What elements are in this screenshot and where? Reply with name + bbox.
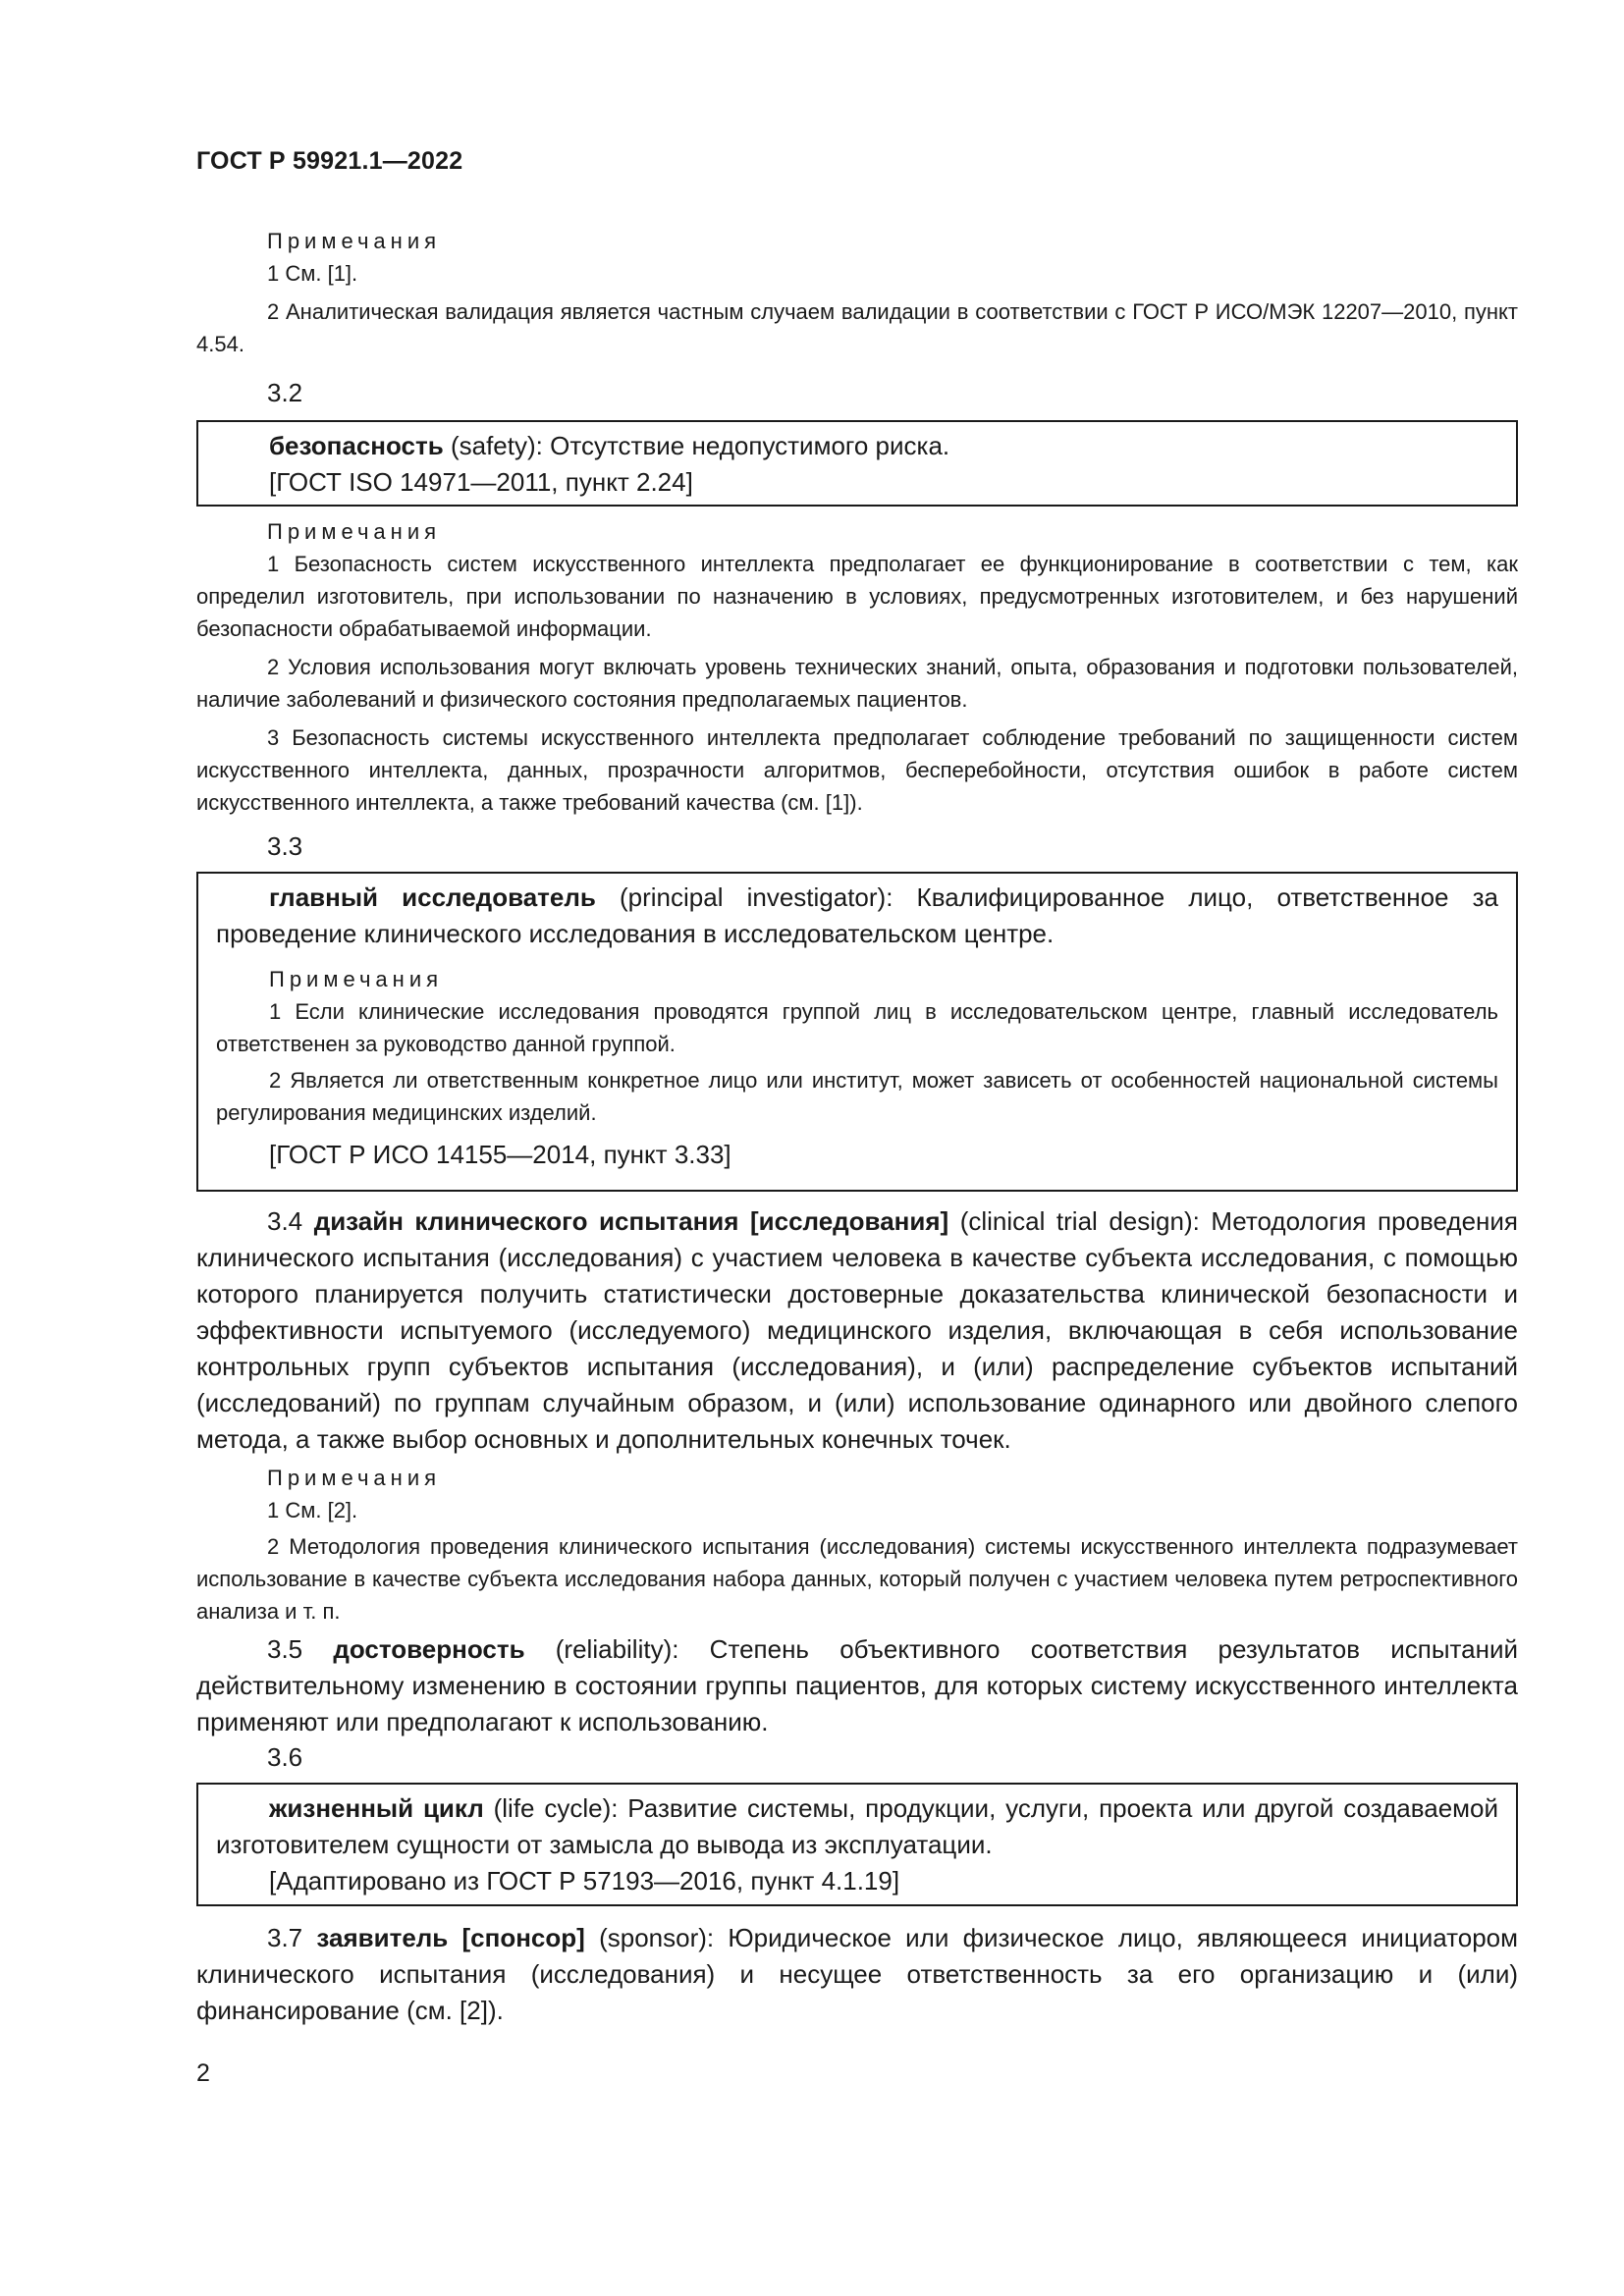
definition-text: Степень объективного соответствия результатов испытаний действительному изменению в состоянии группы пациентов, для которых систему искусственного интеллекта применяют или предполагают к использованию. xyxy=(196,1634,1518,1736)
definition-3-5-text xyxy=(196,1631,1518,1740)
notes-block-b xyxy=(196,516,1518,819)
section-number xyxy=(196,1739,1518,1776)
definition-text: Отсутствие недопустимого риска. xyxy=(542,431,950,460)
reference: [Адаптировано из ГОСТ Р 57193—2016, пункт 4.1.19] xyxy=(269,1866,900,1896)
definition-3-4 xyxy=(196,1203,1518,1458)
definition-3-4-text xyxy=(196,1203,1518,1458)
definition-3-3 xyxy=(216,880,1498,952)
definition-text: Квалифицированное лицо, ответственное за проведение клинического исследования в исследовательском центре. xyxy=(216,882,1498,948)
notes-title: Примечания xyxy=(267,229,442,253)
definition-3-2 xyxy=(216,428,1498,464)
section-number: 3.4 xyxy=(267,1206,303,1236)
term-english: (safety): xyxy=(443,431,543,460)
definition-3-6 xyxy=(216,1790,1498,1863)
note-item: 1 Безопасность систем искусственного интеллекта предполагает ее функционирование в соответствии с тем, как определил изготовитель, при использовании по назначению в условиях, предусмотренных изготовителем, и без нарушений безопасности обрабатываемой информации. xyxy=(196,552,1518,641)
note-item: 1 См. [2]. xyxy=(267,1498,358,1522)
note-item: 2 Методология проведения клинического испытания (исследования) системы искусственного интеллекта подразумевает использование в качестве субъекта исследования набора данных, который получен с участием человека путем ретроспективного анализа и т. п. xyxy=(196,1534,1518,1624)
term: достоверность xyxy=(333,1634,525,1664)
document-header: ГОСТ Р 59921.1—2022 xyxy=(196,147,463,175)
term-english: (principal investigator): xyxy=(595,882,893,912)
definition-text: Методология проведения клинического испытания (исследования) с участием человека в качестве субъекта исследования, с помощью которого планируется получить статистически достоверные доказательства клинической безопасности и эффективности испытуемого (исследуемого) медицинского изделия, включающая в себя использование контрольных групп субъектов испытания (исследования), и (или) распределение субъектов испытаний (исследований) по группам случайным образом, и (или) использование одинарного или двойного слепого метода, а также выбор основных и дополнительных конечных точек. xyxy=(196,1206,1518,1454)
term-english: (reliability): xyxy=(524,1634,679,1664)
section-3-6-number: 3.6 xyxy=(267,1742,303,1772)
section-number: 3.7 xyxy=(267,1923,303,1952)
note-item: 2 Условия использования могут включать уровень технических знаний, опыта, образования и подготовки пользователей, наличие заболеваний и физического состояния предполагаемых пациентов. xyxy=(196,655,1518,712)
term: жизненный цикл xyxy=(269,1793,484,1823)
note-item: 1 Если клинические исследования проводятся группой лиц в исследовательском центре, главный исследователь ответственен за руководство данной группой. xyxy=(216,999,1498,1056)
notes-block-c xyxy=(196,1463,1518,1628)
section-number xyxy=(196,828,1518,865)
reference: [ГОСТ ISO 14971—2011, пункт 2.24] xyxy=(269,467,693,497)
term: заявитель [спонсор] xyxy=(316,1923,585,1952)
term-english: (life cycle): xyxy=(483,1793,619,1823)
page-number: 2 xyxy=(196,2059,210,2087)
notes-title: Примечания xyxy=(267,519,442,544)
term: безопасность xyxy=(269,431,444,460)
definition-text: Развитие системы, продукции, услуги, проекта или другой создаваемой изготовителем сущности от замысла до вывода из эксплуатации. xyxy=(216,1793,1499,1859)
notes-title: Примечания xyxy=(269,967,444,991)
definition-text: Юридическое или физическое лицо, являющееся инициатором клинического испытания (исследования) и несущее ответственность за его организацию и (или) финансирование (см. [2]). xyxy=(196,1923,1519,2025)
note-item: 3 Безопасность системы искусственного интеллекта предполагает соблюдение требований по защищенности систем искусственного интеллекта, данных, прозрачности алгоритмов, бесперебойности, отсутствия ошибок в работе систем искусственного интеллекта, а также требований качества (см. [1]). xyxy=(196,725,1518,815)
term-english: (clinical trial design): xyxy=(948,1206,1200,1236)
section-number xyxy=(196,375,1518,411)
section-3-3-number: 3.3 xyxy=(267,831,303,861)
definition-box-3-6 xyxy=(196,1783,1518,1906)
definition-box-3-3 xyxy=(196,872,1518,1192)
definition-3-7 xyxy=(196,1920,1518,2029)
definition-3-7-text xyxy=(196,1920,1518,2029)
notes-title: Примечания xyxy=(267,1466,442,1490)
term-english: (sponsor): xyxy=(584,1923,715,1952)
section-number: 3.5 xyxy=(267,1634,303,1664)
term: дизайн клинического испытания [исследования] xyxy=(313,1206,949,1236)
reference: [ГОСТ Р ИСО 14155—2014, пункт 3.33] xyxy=(269,1140,731,1169)
section-3-2-number: 3.2 xyxy=(267,378,303,407)
note-item: 2 Является ли ответственным конкретное лицо или институт, может зависеть от особенностей национальной системы регулирования медицинских изделий. xyxy=(216,1068,1498,1125)
term: главный исследователь xyxy=(269,882,596,912)
note-item: 2 Аналитическая валидация является частным случаем валидации в соответствии с ГОСТ Р ИСО/МЭК 12207—2010, пункт 4.54. xyxy=(196,299,1518,356)
notes-block-a xyxy=(196,226,1518,360)
definition-3-5 xyxy=(196,1631,1518,1740)
note-item: 1 См. [1]. xyxy=(267,261,358,286)
definition-box-3-2 xyxy=(196,420,1518,507)
